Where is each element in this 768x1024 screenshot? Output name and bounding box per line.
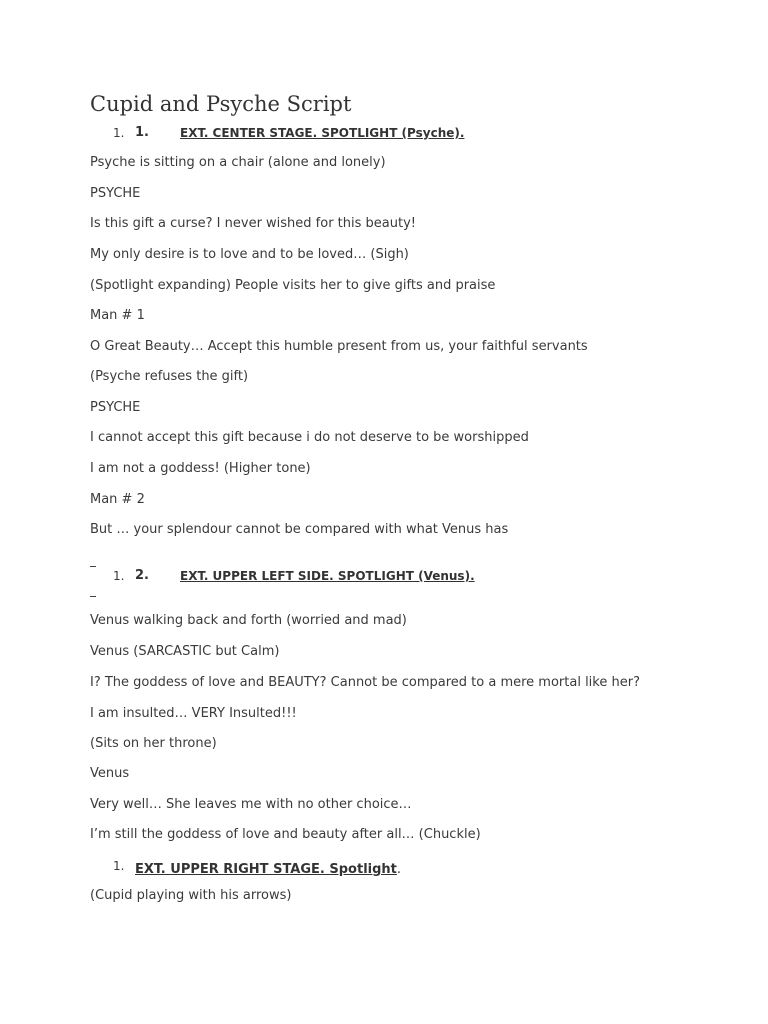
script-line: Man # 1 — [90, 308, 145, 323]
section-number: 2. — [135, 568, 149, 583]
script-line: Venus (SARCASTIC but Calm) — [90, 644, 280, 659]
script-line: Is this gift a curse? I never wished for this beauty! — [90, 216, 416, 231]
script-line: Man # 2 — [90, 492, 145, 507]
script-line: I am insulted… VERY Insulted!!! — [90, 706, 297, 721]
script-line: O Great Beauty… Accept this humble present from us, your faithful servants — [90, 339, 588, 354]
script-line: (Spotlight expanding) People visits her to give gifts and praise — [90, 278, 496, 293]
heading-trailing-period: . — [396, 862, 402, 877]
script-line: Very well… She leaves me with no other choice… — [90, 797, 412, 812]
script-line: (Cupid playing with his arrows) — [90, 888, 292, 903]
script-line: Venus — [90, 766, 130, 781]
section-heading: EXT. CENTER STAGE. SPOTLIGHT (Psyche). — [180, 126, 465, 140]
section-number: 1. — [135, 125, 149, 140]
separator-mark — [90, 566, 96, 567]
list-marker: 1. — [113, 126, 125, 140]
section-heading: EXT. UPPER RIGHT STAGE. Spotlight — [135, 862, 397, 877]
list-marker: 1. — [113, 859, 125, 873]
script-line: Venus walking back and forth (worried and mad) — [90, 613, 407, 628]
script-line: But … your splendour cannot be compared with what Venus has — [90, 522, 509, 537]
document-title: Cupid and Psyche Script — [90, 92, 352, 116]
script-line: PSYCHE — [90, 400, 141, 415]
script-line: I cannot accept this gift because i do not deserve to be worshipped — [90, 430, 529, 445]
section-heading-group — [135, 858, 401, 878]
script-line: (Psyche refuses the gift) — [90, 369, 249, 384]
section-heading: EXT. UPPER LEFT SIDE. SPOTLIGHT (Venus). — [180, 569, 475, 583]
script-line: PSYCHE — [90, 186, 141, 201]
script-line: I? The goddess of love and BEAUTY? Cannot be compared to a mere mortal like her? — [90, 675, 640, 690]
separator-mark — [90, 596, 96, 597]
script-line: Psyche is sitting on a chair (alone and lonely) — [90, 155, 386, 170]
script-line: I’m still the goddess of love and beauty after all… (Chuckle) — [90, 827, 481, 842]
list-marker: 1. — [113, 569, 125, 583]
script-line: (Sits on her throne) — [90, 736, 217, 751]
script-line: I am not a goddess! (Higher tone) — [90, 461, 311, 476]
script-line: My only desire is to love and to be loved… (Sigh) — [90, 247, 409, 262]
